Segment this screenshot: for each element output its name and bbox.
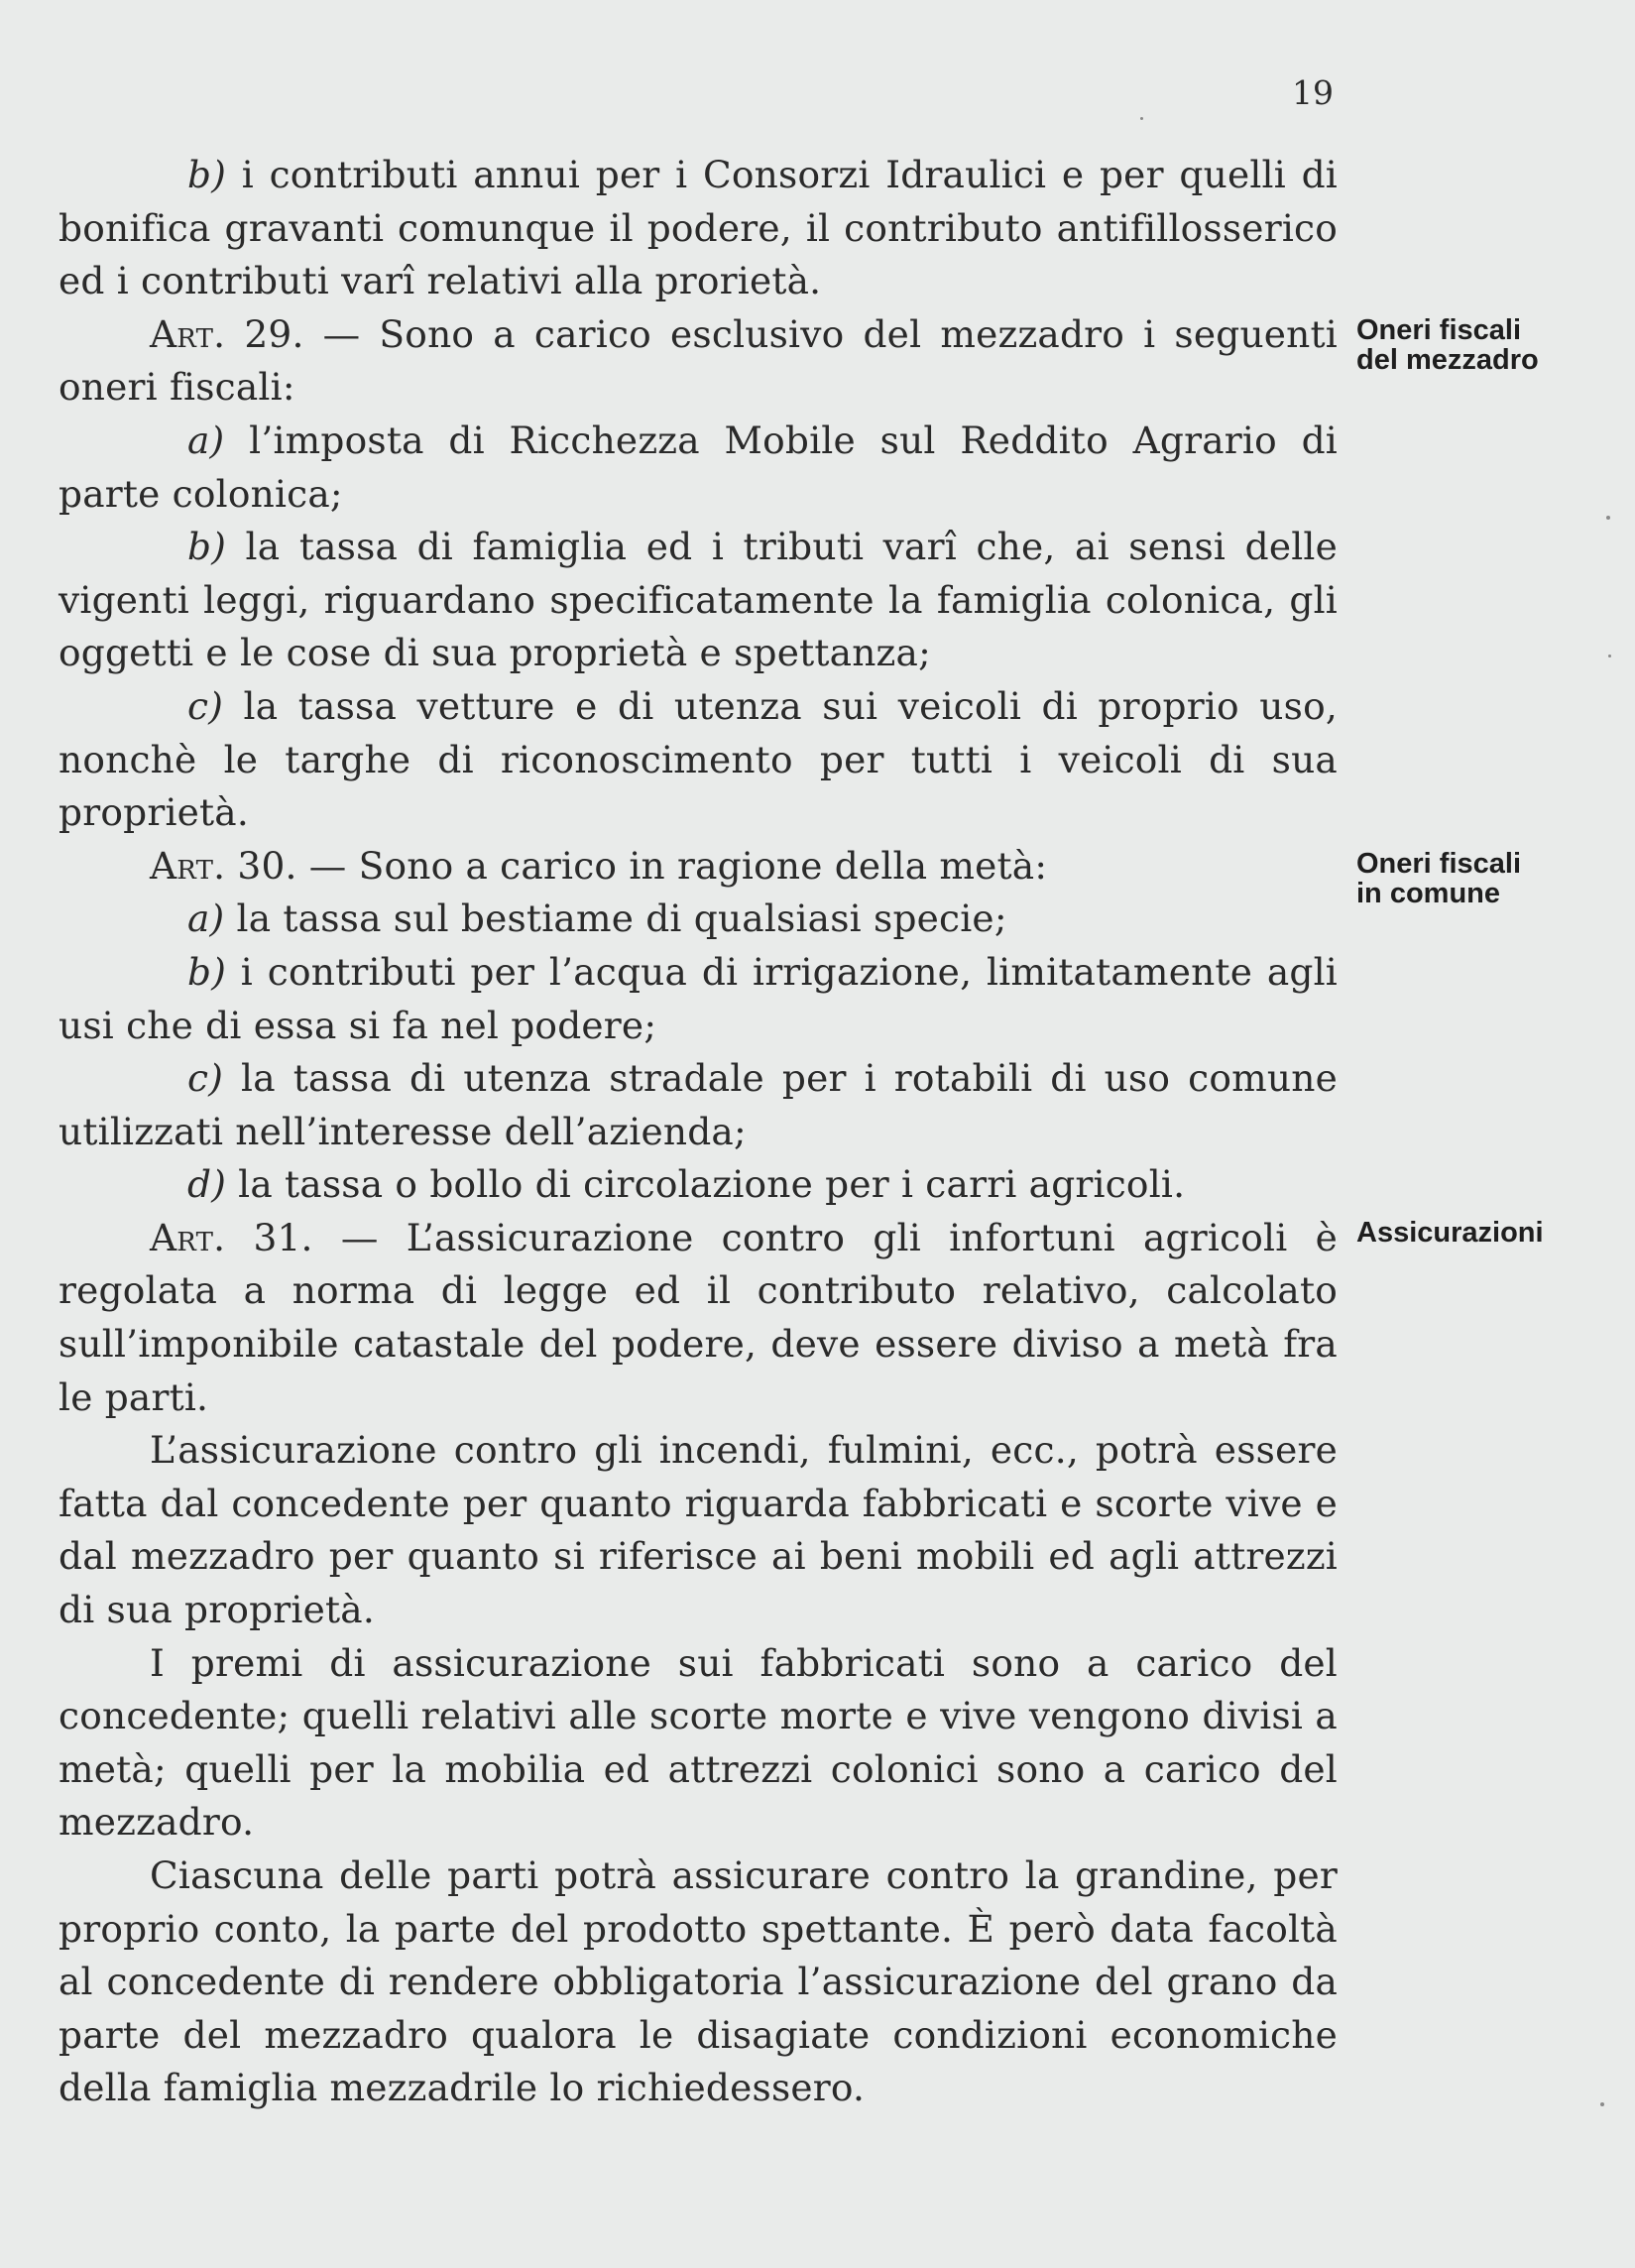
article-30 (58, 840, 1338, 894)
clause-a-bestiame (58, 893, 1338, 946)
clause-text: la tassa di utenza stradale per i rotabili di uso comune utilizzati nell’interesse dell’azienda; (58, 1056, 1338, 1153)
article-31 (58, 1212, 1338, 1424)
clause-text: la tassa vetture e di utenza sui veicoli di proprio uso, nonchè le targhe di riconoscimento per tutti i veicoli di sua proprietà. (58, 683, 1338, 835)
clause-label: a) (187, 896, 225, 941)
clause-c-tassa-vetture (58, 680, 1338, 840)
article-text: 30. — Sono a carico in ragione della metà: (225, 843, 1048, 888)
article-text: 31. — L’assicurazione contro gli infortuni agricoli è regolata a norma di legge ed il contributo relativo, calcolato sull’imponibile catastale del podere, deve essere diviso a metà fra le parti. (58, 1215, 1338, 1419)
clause-b-tassa-famiglia (58, 521, 1338, 680)
clause-label: a) (187, 418, 225, 462)
marginal-note-line: Oneri fiscali (1356, 848, 1522, 880)
paragraph-text: I premi di assicurazione sui fabbricati sono a carico del concedente; quelli relativi alle scorte morte e vive vengono divisi a metà; quelli per la mobilia ed attrezzi colonici sono a carico del mezzadro. (58, 1640, 1338, 1845)
paragraph-premi (58, 1637, 1338, 1850)
clause-text: la tassa o bollo di circolazione per i carri agricoli. (226, 1162, 1186, 1207)
page-number: 19 (1292, 73, 1334, 112)
article-29 (58, 308, 1338, 415)
clause-text: la tassa sul bestiame di qualsiasi specie; (224, 896, 1007, 941)
clause-text: i contributi annui per i Consorzi Idraulici e per quelli di bonifica gravanti comunque il podere, il contributo antifillosserico ed i contributi varî relativi alla prorietà. (58, 153, 1338, 303)
clause-label: d) (187, 1162, 227, 1207)
clause-label: b) (187, 525, 227, 569)
marginal-note-oneri-comune (1356, 849, 1521, 908)
clause-c-utenza-stradale (58, 1052, 1338, 1158)
clause-label: c) (187, 683, 224, 728)
marginal-note-line: Oneri fiscali (1356, 314, 1522, 346)
clause-b-consorzi (58, 149, 1338, 308)
clause-d-bollo-circolazione (58, 1158, 1338, 1212)
clause-text: l’imposta di Ricchezza Mobile sul Reddito Agrario di parte colonica; (58, 418, 1338, 516)
paper-speck (1140, 117, 1143, 120)
article-abbrev: Art. (150, 311, 226, 356)
paragraph-text: Ciascuna delle parti potrà assicurare contro la grandine, per proprio conto, la parte del prodotto spettante. È però data facoltà al concedente di rendere obbligatoria l’assicurazione del grano da parte del mezzadro qualora le disagiate condizioni economiche della famiglia mezzadrile lo richiedessero. (58, 1853, 1338, 2110)
marginal-note-line: del mezzadro (1356, 344, 1539, 376)
clause-label: c) (187, 1056, 224, 1101)
paper-speck (1608, 655, 1611, 657)
clause-label: b) (187, 153, 227, 196)
clause-label: b) (187, 949, 227, 994)
clause-text: la tassa di famiglia ed i tributi varî che, ai sensi delle vigenti leggi, riguardano specificatamente la famiglia colonica, gli oggetti e le cose di sua proprietà e spettanza; (58, 525, 1338, 675)
paragraph-grandine (58, 1850, 1338, 2115)
paragraph-incendi (58, 1424, 1338, 1636)
clause-b-irrigazione (58, 946, 1338, 1052)
paper-speck (1600, 2102, 1604, 2106)
paragraph-text: L’assicurazione contro gli incendi, fulmini, ecc., potrà essere fatta dal concedente per quanto riguarda fabbricati e scorte vive e dal mezzadro per quanto si riferisce ai beni mobili ed agli attrezzi di sua proprietà. (58, 1428, 1338, 1632)
article-abbrev: Art. (150, 843, 226, 888)
marginal-note-line: Assicurazioni (1356, 1217, 1544, 1249)
clause-a-ricchezza-mobile (58, 415, 1338, 521)
clause-text: i contributi per l’acqua di irrigazione, limitatamente agli usi che di essa si fa nel podere; (58, 949, 1338, 1047)
body-text (58, 149, 1338, 2115)
article-abbrev: Art. (150, 1215, 226, 1259)
marginal-note-line: in comune (1356, 878, 1501, 909)
paper-speck (1606, 516, 1610, 520)
marginal-note-assicurazioni (1356, 1218, 1544, 1248)
article-text: 29. — Sono a carico esclusivo del mezzadro i seguenti oneri fiscali: (58, 311, 1338, 410)
marginal-note-oneri-mezzadro (1356, 315, 1539, 375)
